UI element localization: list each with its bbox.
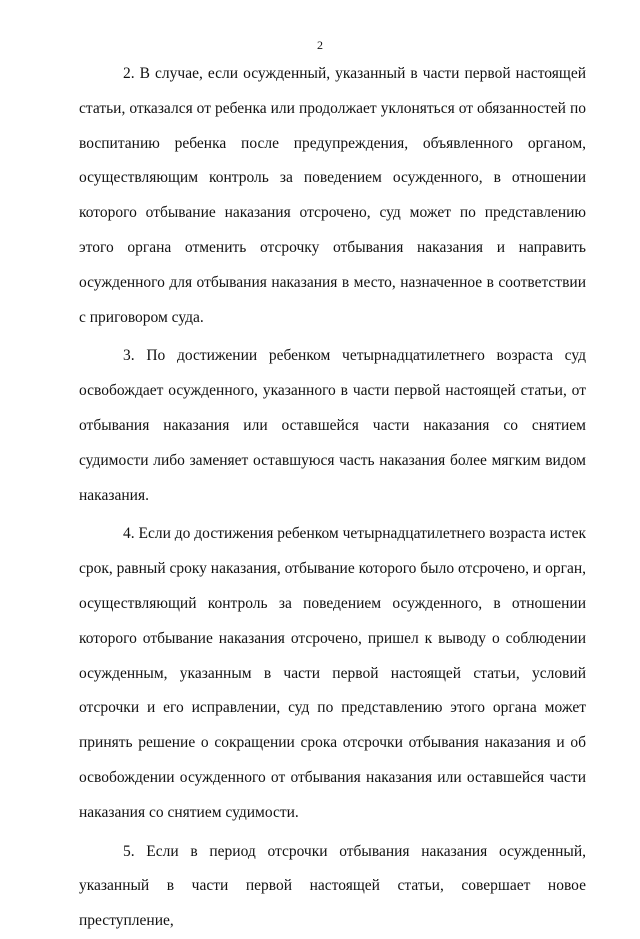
- paragraph-2: 2. В случае, если осужденный, указанный в части первой настоящей статьи, отказался от ребенка или продолжает уклоняться от обязанностей по воспитанию ребенка после предупреждения, объявленного органом, осуществляющим контроль за поведением осужденного, в отношении которого отбывание наказания отсрочено, суд может по представлению этого органа отменить отсрочку отбывания наказания и направить осужденного для отбывания наказания в место, назначенное в соответствии с приговором суда.: [79, 65, 586, 326]
- paragraph-5: 5. Если в период отсрочки отбывания наказания осужденный, указанный в части первой настоящей статьи, совершает новое преступление,: [79, 842, 586, 930]
- paragraph-4: 4. Если до достижения ребенком четырнадцатилетнего возраста истек срок, равный сроку наказания, отбывание которого было отсрочено, и орган, осуществляющий контроль за поведением осужденного, в отношении которого отбывание наказания отсрочено, пришел к выводу о соблюдении осужденным, указанным в части первой настоящей статьи, условий отсрочки и его исправлении, суд по представлению этого органа может принять решение о сокращении срока отсрочки отбывания наказания и об освобождении осужденного от отбывания наказания или оставшейся части наказания со снятием судимости.: [79, 525, 586, 821]
- paragraph-3: 3. По достижении ребенком четырнадцатилетнего возраста суд освобождает осужденного, указанного в части первой настоящей статьи, от отбывания наказания или оставшейся части наказания со снятием судимости либо заменяет оставшуюся часть наказания более мягким видом наказания.: [79, 347, 586, 504]
- document-body: [79, 57, 586, 939]
- page-number: 2: [317, 38, 323, 52]
